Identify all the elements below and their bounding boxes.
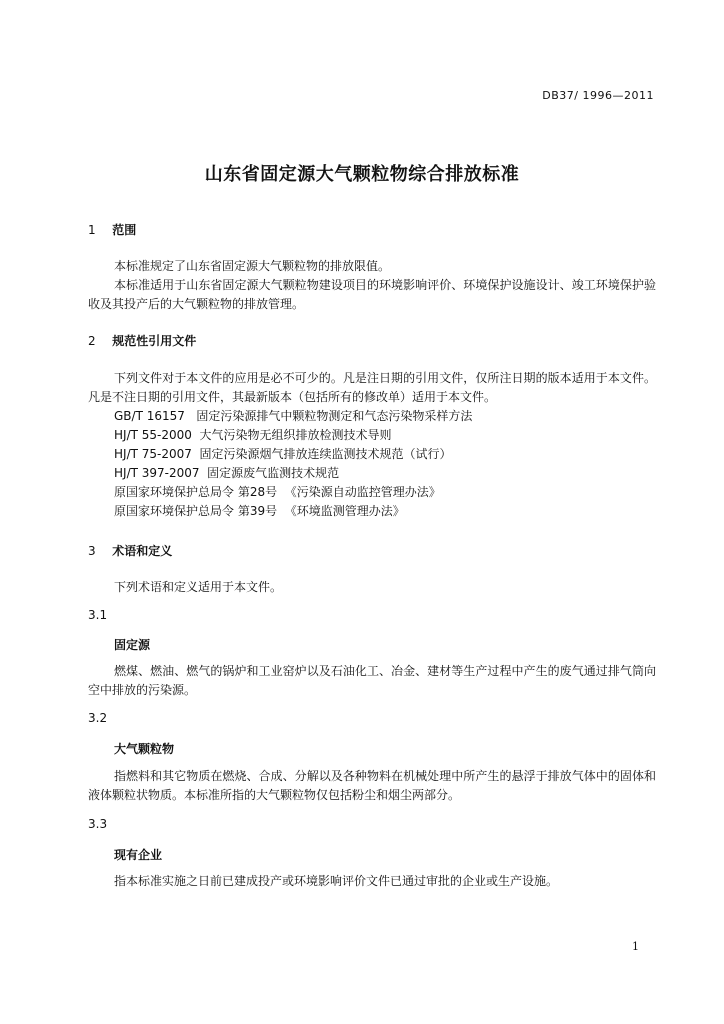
term-title: 现有企业: [114, 848, 163, 862]
reference-item: HJ/T 55-2000 大气污染物无组织排放检测技术导则: [114, 428, 392, 442]
clause-number: 3.2: [88, 711, 108, 725]
section-2-heading: [88, 332, 196, 349]
section-3-paragraph-1: 下列术语和定义适用于本文件。: [114, 580, 283, 594]
section-3-number: 3: [88, 544, 96, 558]
reference-item: HJ/T 75-2007 固定污染源烟气排放连续监测技术规范（试行）: [114, 447, 452, 461]
section-1-paragraph-2: 本标准适用于山东省固定源大气颗粒物建设项目的环境影响评价、环境保护设施设计、竣工环境保护验收及其投产后的大气颗粒物的排放管理。: [88, 278, 656, 311]
reference-item: HJ/T 397-2007 固定源废气监测技术规范: [114, 466, 340, 480]
document-code: DB37/ 1996—2011: [542, 89, 654, 102]
section-1-title: 范围: [112, 223, 137, 237]
section-1-paragraph-1: 本标准规定了山东省固定源大气颗粒物的排放限值。: [114, 259, 391, 273]
term-definition: 燃煤、燃油、燃气的锅炉和工业窑炉以及石油化工、冶金、建材等生产过程中产生的废气通过排气筒向空中排放的污染源。: [88, 664, 656, 697]
document-title: 山东省固定源大气颗粒物综合排放标准: [204, 164, 520, 185]
reference-item: 原国家环境保护总局令 第28号 《污染源自动监控管理办法》: [114, 485, 441, 499]
clause-number: 3.1: [88, 608, 108, 622]
section-1-number: 1: [88, 223, 96, 237]
section-3-heading: [88, 542, 172, 559]
page-number: 1: [632, 940, 639, 953]
section-1-heading: [88, 221, 136, 238]
section-2-paragraph-1: 下列文件对于本文件的应用是必不可少的。凡是注日期的引用文件，仅所注日期的版本适用于本文件。凡是不注日期的引用文件，其最新版本（包括所有的修改单）适用于本文件。: [88, 371, 656, 404]
term-definition: 指燃料和其它物质在燃烧、合成、分解以及各种物料在机械处理中所产生的悬浮于排放气体中的固体和液体颗粒状物质。本标准所指的大气颗粒物仅包括粉尘和烟尘两部分。: [88, 769, 656, 802]
section-3-title: 术语和定义: [112, 544, 173, 558]
term-definition: 指本标准实施之日前已建成投产或环境影响评价文件已通过审批的企业或生产设施。: [114, 874, 559, 888]
term-title: 固定源: [114, 638, 151, 652]
reference-item: GB/T 16157 固定污染源排气中颗粒物测定和气态污染物采样方法: [114, 409, 473, 423]
reference-item: 原国家环境保护总局令 第39号 《环境监测管理办法》: [114, 504, 405, 518]
term-title: 大气颗粒物: [114, 742, 175, 756]
clause-number: 3.3: [88, 817, 108, 831]
section-2-number: 2: [88, 334, 96, 348]
section-2-title: 规范性引用文件: [112, 334, 197, 348]
